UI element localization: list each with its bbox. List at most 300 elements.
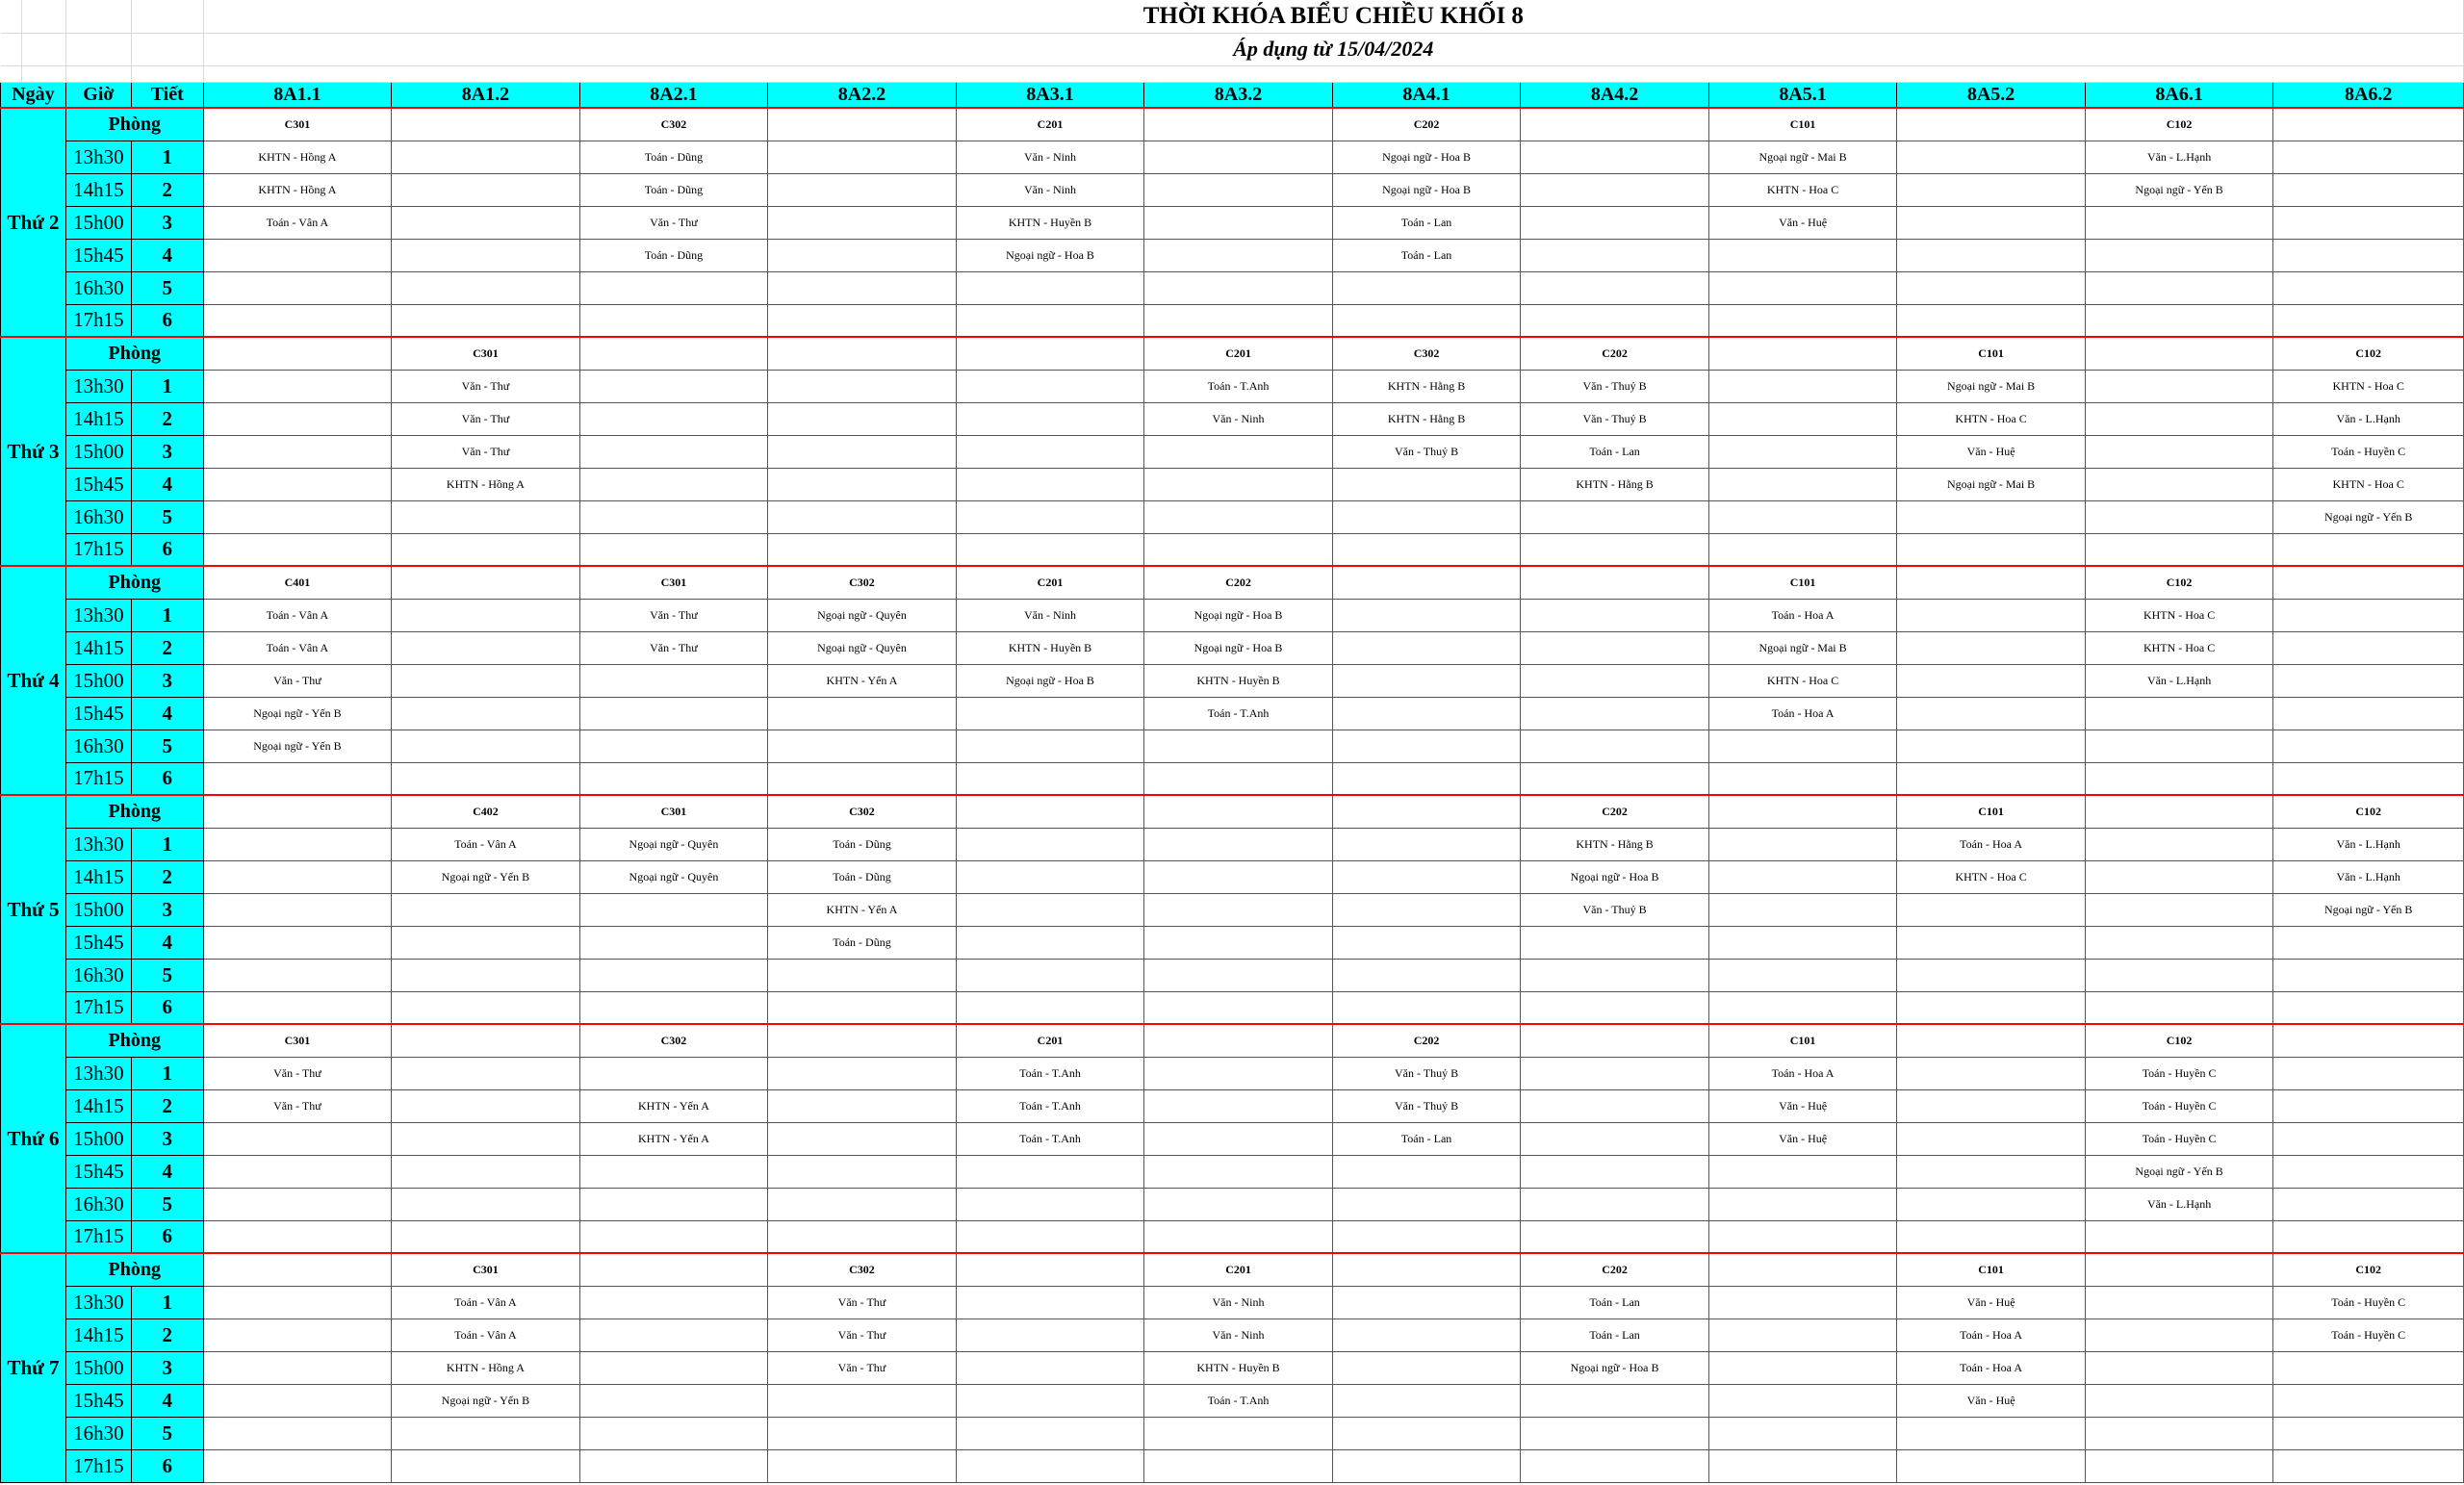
lesson-cell: Toán - T.Anh — [1144, 1384, 1333, 1417]
lesson-cell — [1332, 860, 1521, 893]
lesson-cell — [392, 1155, 580, 1188]
room-cell — [1144, 108, 1333, 141]
lesson-cell — [956, 271, 1144, 304]
lesson-cell — [1332, 468, 1521, 500]
room-cell — [956, 337, 1144, 370]
lesson-cell: Toán - Huyền C — [2273, 1286, 2464, 1319]
time-cell: 16h30 — [65, 959, 131, 991]
lesson-cell: Văn - Thư — [392, 402, 580, 435]
lesson-cell — [1708, 893, 1897, 926]
room-cell — [768, 1024, 957, 1057]
time-cell: 15h00 — [65, 206, 131, 239]
room-cell: C201 — [956, 566, 1144, 599]
lesson-cell — [1144, 1155, 1333, 1188]
room-cell — [956, 1253, 1144, 1286]
lesson-cell — [1521, 239, 1709, 271]
room-cell: C201 — [956, 108, 1144, 141]
period-number-cell: 6 — [131, 1220, 203, 1253]
lesson-cell — [2085, 697, 2273, 730]
room-cell: C401 — [203, 566, 392, 599]
lesson-cell — [1144, 271, 1333, 304]
lesson-cell — [1521, 1155, 1709, 1188]
lesson-cell — [1897, 664, 2086, 697]
room-cell: C301 — [392, 337, 580, 370]
room-cell: C301 — [392, 1253, 580, 1286]
room-label: Phòng — [65, 566, 203, 599]
lesson-cell — [768, 1155, 957, 1188]
room-cell: C102 — [2085, 1024, 2273, 1057]
lesson-cell — [579, 468, 768, 500]
blank-cell — [21, 0, 65, 33]
lesson-cell — [2085, 468, 2273, 500]
room-cell — [1521, 566, 1709, 599]
lesson-cell — [1332, 991, 1521, 1024]
lesson-cell — [392, 1220, 580, 1253]
time-cell: 13h30 — [65, 370, 131, 402]
time-cell: 16h30 — [65, 271, 131, 304]
blank-cell — [131, 65, 203, 82]
time-cell: 16h30 — [65, 500, 131, 533]
lesson-cell — [2085, 1351, 2273, 1384]
lesson-cell — [392, 1057, 580, 1089]
time-cell: 17h15 — [65, 991, 131, 1024]
lesson-cell: Ngoại ngữ - Yến B — [2273, 893, 2464, 926]
lesson-cell — [1144, 500, 1333, 533]
lesson-cell: Văn - Thuỷ B — [1332, 435, 1521, 468]
lesson-cell — [768, 697, 957, 730]
period-number-cell: 5 — [131, 271, 203, 304]
lesson-cell: KHTN - Yến A — [768, 893, 957, 926]
lesson-cell — [1897, 762, 2086, 795]
lesson-cell: Toán - Lan — [1521, 1319, 1709, 1351]
room-cell: C202 — [1332, 108, 1521, 141]
lesson-cell — [1521, 730, 1709, 762]
lesson-cell: Toán - Hoa A — [1708, 599, 1897, 631]
lesson-cell: Toán - Vân A — [203, 631, 392, 664]
lesson-cell: Văn - Thư — [579, 599, 768, 631]
lesson-cell — [1708, 730, 1897, 762]
room-cell — [1521, 1024, 1709, 1057]
room-cell: C102 — [2273, 337, 2464, 370]
lesson-cell — [1897, 1188, 2086, 1220]
lesson-cell — [1332, 697, 1521, 730]
period-number-cell: 2 — [131, 631, 203, 664]
lesson-cell: Ngoại ngữ - Yến B — [2085, 1155, 2273, 1188]
lesson-cell — [1708, 1220, 1897, 1253]
lesson-cell — [768, 1449, 957, 1482]
lesson-cell — [2273, 991, 2464, 1024]
room-cell — [956, 795, 1144, 828]
lesson-cell — [2273, 1188, 2464, 1220]
lesson-cell: Ngoại ngữ - Quyên — [768, 599, 957, 631]
lesson-cell — [768, 271, 957, 304]
lesson-cell: Toán - T.Anh — [956, 1089, 1144, 1122]
header-ngay: Ngày — [1, 82, 66, 108]
lesson-cell — [203, 1286, 392, 1319]
lesson-cell: KHTN - Hoa C — [2273, 468, 2464, 500]
lesson-cell — [1708, 1319, 1897, 1351]
lesson-cell: Ngoại ngữ - Hoa B — [956, 239, 1144, 271]
lesson-cell — [1521, 664, 1709, 697]
lesson-cell — [1521, 1384, 1709, 1417]
room-cell — [2085, 337, 2273, 370]
lesson-cell — [392, 730, 580, 762]
lesson-cell: Ngoại ngữ - Mai B — [1708, 631, 1897, 664]
lesson-cell — [1897, 1417, 2086, 1449]
lesson-cell: Văn - Huệ — [1708, 206, 1897, 239]
day-label: Thứ 5 — [1, 795, 66, 1024]
room-cell — [579, 1253, 768, 1286]
lesson-cell: Toán - Dũng — [768, 860, 957, 893]
lesson-cell: Toán - Huyền C — [2273, 435, 2464, 468]
lesson-cell — [1144, 1417, 1333, 1449]
lesson-cell: Toán - T.Anh — [1144, 697, 1333, 730]
lesson-cell — [579, 1417, 768, 1449]
lesson-cell — [392, 599, 580, 631]
lesson-cell: Ngoại ngữ - Yến B — [203, 730, 392, 762]
lesson-cell: Toán - Hoa A — [1708, 697, 1897, 730]
period-number-cell: 6 — [131, 304, 203, 337]
lesson-cell: Văn - Thư — [392, 435, 580, 468]
time-cell: 16h30 — [65, 730, 131, 762]
lesson-cell — [768, 1417, 957, 1449]
period-number-cell: 5 — [131, 500, 203, 533]
lesson-cell — [1708, 1155, 1897, 1188]
class-header: 8A4.2 — [1521, 82, 1709, 108]
time-cell: 17h15 — [65, 1220, 131, 1253]
lesson-cell — [1521, 599, 1709, 631]
lesson-cell — [392, 1122, 580, 1155]
lesson-cell — [579, 533, 768, 566]
lesson-cell — [2273, 697, 2464, 730]
room-cell — [203, 1253, 392, 1286]
lesson-cell: Văn - Huệ — [1708, 1122, 1897, 1155]
time-cell: 15h00 — [65, 1122, 131, 1155]
day-label: Thứ 2 — [1, 108, 66, 337]
lesson-cell — [1708, 1417, 1897, 1449]
lesson-cell — [392, 533, 580, 566]
lesson-cell — [956, 1384, 1144, 1417]
lesson-cell — [1144, 959, 1333, 991]
room-label: Phòng — [65, 108, 203, 141]
lesson-cell — [2085, 533, 2273, 566]
lesson-cell: Ngoại ngữ - Hoa B — [1144, 631, 1333, 664]
room-cell: C301 — [579, 566, 768, 599]
lesson-cell — [1144, 893, 1333, 926]
lesson-cell — [203, 533, 392, 566]
day-label: Thứ 6 — [1, 1024, 66, 1253]
time-cell: 14h15 — [65, 1089, 131, 1122]
lesson-cell — [203, 991, 392, 1024]
lesson-cell — [2085, 370, 2273, 402]
lesson-cell — [2273, 141, 2464, 173]
lesson-cell — [2273, 1089, 2464, 1122]
lesson-cell — [2085, 402, 2273, 435]
lesson-cell: Toán - Dũng — [579, 141, 768, 173]
blank-cell — [131, 33, 203, 65]
lesson-cell — [1708, 435, 1897, 468]
room-cell: C202 — [1521, 795, 1709, 828]
lesson-cell — [203, 468, 392, 500]
room-cell — [2273, 108, 2464, 141]
lesson-cell — [768, 959, 957, 991]
lesson-cell — [956, 697, 1144, 730]
lesson-cell — [956, 991, 1144, 1024]
lesson-cell — [579, 1449, 768, 1482]
lesson-cell — [768, 239, 957, 271]
lesson-cell: KHTN - Yến A — [768, 664, 957, 697]
lesson-cell — [392, 959, 580, 991]
room-cell: C202 — [1144, 566, 1333, 599]
room-label: Phòng — [65, 795, 203, 828]
time-cell: 13h30 — [65, 1286, 131, 1319]
lesson-cell: Văn - Thư — [579, 206, 768, 239]
lesson-cell — [392, 991, 580, 1024]
period-number-cell: 2 — [131, 402, 203, 435]
room-cell — [1708, 795, 1897, 828]
lesson-cell — [2273, 1122, 2464, 1155]
lesson-cell: Văn - Huệ — [1897, 435, 2086, 468]
lesson-cell — [2273, 1417, 2464, 1449]
lesson-cell — [1897, 1057, 2086, 1089]
lesson-cell — [1897, 599, 2086, 631]
lesson-cell — [1897, 631, 2086, 664]
lesson-cell: KHTN - Hoa C — [2085, 631, 2273, 664]
lesson-cell — [768, 206, 957, 239]
lesson-cell — [1332, 959, 1521, 991]
lesson-cell: KHTN - Hoa C — [1897, 402, 2086, 435]
lesson-cell — [579, 370, 768, 402]
lesson-cell: Toán - Dũng — [768, 926, 957, 959]
lesson-cell — [956, 762, 1144, 795]
lesson-cell — [2273, 959, 2464, 991]
lesson-cell — [203, 1417, 392, 1449]
lesson-cell: KHTN - Hoa C — [1708, 173, 1897, 206]
lesson-cell — [1708, 468, 1897, 500]
lesson-cell — [392, 631, 580, 664]
lesson-cell — [203, 860, 392, 893]
lesson-cell — [768, 533, 957, 566]
day-label: Thứ 3 — [1, 337, 66, 566]
lesson-cell — [956, 370, 1144, 402]
lesson-cell — [579, 762, 768, 795]
lesson-cell — [579, 1155, 768, 1188]
lesson-cell — [2085, 1384, 2273, 1417]
lesson-cell — [1708, 1286, 1897, 1319]
room-cell: C301 — [203, 1024, 392, 1057]
lesson-cell — [203, 959, 392, 991]
lesson-cell: Văn - Thư — [203, 1089, 392, 1122]
lesson-cell — [1521, 959, 1709, 991]
page-title: THỜI KHÓA BIỂU CHIỀU KHỐI 8 — [203, 0, 2463, 33]
lesson-cell — [1332, 1417, 1521, 1449]
lesson-cell — [1708, 828, 1897, 860]
lesson-cell — [1332, 1319, 1521, 1351]
lesson-cell: Văn - Thuỷ B — [1521, 370, 1709, 402]
lesson-cell — [2273, 239, 2464, 271]
room-cell: C201 — [1144, 337, 1333, 370]
lesson-cell — [956, 1155, 1144, 1188]
room-cell — [392, 1024, 580, 1057]
lesson-cell — [768, 1089, 957, 1122]
class-header: 8A3.2 — [1144, 82, 1333, 108]
blank-cell — [65, 0, 131, 33]
lesson-cell — [956, 1220, 1144, 1253]
lesson-cell — [579, 435, 768, 468]
lesson-cell: Toán - Vân A — [203, 206, 392, 239]
lesson-cell — [1332, 631, 1521, 664]
lesson-cell — [2273, 599, 2464, 631]
lesson-cell — [203, 1449, 392, 1482]
lesson-cell: Toán - Dũng — [768, 828, 957, 860]
lesson-cell — [203, 1188, 392, 1220]
lesson-cell — [1144, 926, 1333, 959]
lesson-cell: Toán - T.Anh — [956, 1122, 1144, 1155]
lesson-cell — [1332, 926, 1521, 959]
lesson-cell: Văn - Thư — [203, 664, 392, 697]
lesson-cell — [203, 1155, 392, 1188]
lesson-cell — [2273, 173, 2464, 206]
lesson-cell — [1708, 1188, 1897, 1220]
period-number-cell: 1 — [131, 599, 203, 631]
lesson-cell — [203, 435, 392, 468]
lesson-cell: Toán - Huyền C — [2273, 1319, 2464, 1351]
page-subtitle: Áp dụng từ 15/04/2024 — [203, 33, 2463, 65]
room-cell: C302 — [768, 1253, 957, 1286]
lesson-cell — [1144, 173, 1333, 206]
lesson-cell — [392, 500, 580, 533]
lesson-cell — [2085, 1220, 2273, 1253]
lesson-cell — [1897, 533, 2086, 566]
period-number-cell: 3 — [131, 206, 203, 239]
lesson-cell — [579, 959, 768, 991]
lesson-cell — [2085, 435, 2273, 468]
day-label: Thứ 4 — [1, 566, 66, 795]
lesson-cell — [1332, 893, 1521, 926]
lesson-cell: Toán - Lan — [1332, 1122, 1521, 1155]
lesson-cell — [1897, 730, 2086, 762]
blank-cell — [1, 0, 22, 33]
period-number-cell: 2 — [131, 860, 203, 893]
lesson-cell — [1144, 991, 1333, 1024]
lesson-cell — [1332, 1188, 1521, 1220]
lesson-cell — [1897, 926, 2086, 959]
lesson-cell — [2273, 1220, 2464, 1253]
lesson-cell — [1521, 697, 1709, 730]
lesson-cell — [1897, 500, 2086, 533]
room-cell: C102 — [2085, 108, 2273, 141]
blank-cell — [131, 0, 203, 33]
time-cell: 15h00 — [65, 664, 131, 697]
lesson-cell — [1521, 304, 1709, 337]
lesson-cell — [392, 697, 580, 730]
lesson-cell: Ngoại ngữ - Mai B — [1897, 370, 2086, 402]
lesson-cell — [392, 893, 580, 926]
lesson-cell: Văn - L.Hạnh — [2273, 828, 2464, 860]
period-number-cell: 5 — [131, 1417, 203, 1449]
time-cell: 17h15 — [65, 1449, 131, 1482]
time-cell: 14h15 — [65, 402, 131, 435]
room-cell — [1144, 1024, 1333, 1057]
day-label: Thứ 7 — [1, 1253, 66, 1482]
lesson-cell — [1144, 1449, 1333, 1482]
lesson-cell — [1144, 141, 1333, 173]
room-cell: C101 — [1708, 1024, 1897, 1057]
lesson-cell — [2273, 926, 2464, 959]
lesson-cell — [203, 304, 392, 337]
lesson-cell: Toán - Lan — [1521, 1286, 1709, 1319]
lesson-cell — [579, 1188, 768, 1220]
room-cell — [1897, 1024, 2086, 1057]
lesson-cell: KHTN - Huyền B — [956, 206, 1144, 239]
lesson-cell — [203, 1122, 392, 1155]
lesson-cell — [956, 533, 1144, 566]
lesson-cell — [1332, 1155, 1521, 1188]
lesson-cell — [1708, 762, 1897, 795]
lesson-cell — [2273, 1057, 2464, 1089]
period-number-cell: 1 — [131, 828, 203, 860]
lesson-cell — [1708, 926, 1897, 959]
lesson-cell — [956, 402, 1144, 435]
lesson-cell — [2273, 304, 2464, 337]
blank-cell — [21, 65, 65, 82]
lesson-cell: KHTN - Hồng A — [203, 173, 392, 206]
lesson-cell — [1708, 991, 1897, 1024]
lesson-cell — [956, 828, 1144, 860]
lesson-cell — [1521, 991, 1709, 1024]
lesson-cell — [1897, 141, 2086, 173]
lesson-cell — [1521, 533, 1709, 566]
class-header: 8A5.1 — [1708, 82, 1897, 108]
time-cell: 13h30 — [65, 828, 131, 860]
lesson-cell — [768, 1384, 957, 1417]
lesson-cell: Ngoại ngữ - Mai B — [1897, 468, 2086, 500]
lesson-cell — [1144, 1122, 1333, 1155]
lesson-cell: Ngoại ngữ - Yến B — [2085, 173, 2273, 206]
lesson-cell — [392, 239, 580, 271]
lesson-cell — [1708, 271, 1897, 304]
lesson-cell: Văn - Huệ — [1708, 1089, 1897, 1122]
lesson-cell: Toán - Hoa A — [1897, 828, 2086, 860]
room-cell — [392, 108, 580, 141]
lesson-cell: KHTN - Hồng A — [392, 468, 580, 500]
lesson-cell — [1332, 1449, 1521, 1482]
lesson-cell — [2085, 762, 2273, 795]
lesson-cell — [392, 271, 580, 304]
lesson-cell: Ngoại ngữ - Hoa B — [956, 664, 1144, 697]
lesson-cell — [2085, 206, 2273, 239]
lesson-cell: Văn - L.Hạnh — [2273, 860, 2464, 893]
header-gio: Giờ — [65, 82, 131, 108]
lesson-cell — [1897, 1220, 2086, 1253]
lesson-cell — [2085, 828, 2273, 860]
lesson-cell: Toán - Lan — [1332, 239, 1521, 271]
lesson-cell: Toán - Hoa A — [1897, 1319, 2086, 1351]
lesson-cell — [1708, 1351, 1897, 1384]
room-cell — [203, 337, 392, 370]
lesson-cell — [579, 1319, 768, 1351]
lesson-cell — [579, 1220, 768, 1253]
lesson-cell — [2085, 239, 2273, 271]
lesson-cell: KHTN - Hằng B — [1521, 468, 1709, 500]
time-cell: 15h45 — [65, 926, 131, 959]
lesson-cell — [768, 1122, 957, 1155]
period-number-cell: 5 — [131, 730, 203, 762]
lesson-cell: KHTN - Yến A — [579, 1122, 768, 1155]
lesson-cell — [2085, 304, 2273, 337]
lesson-cell: Toán - Hoa A — [1897, 1351, 2086, 1384]
room-cell — [1332, 566, 1521, 599]
